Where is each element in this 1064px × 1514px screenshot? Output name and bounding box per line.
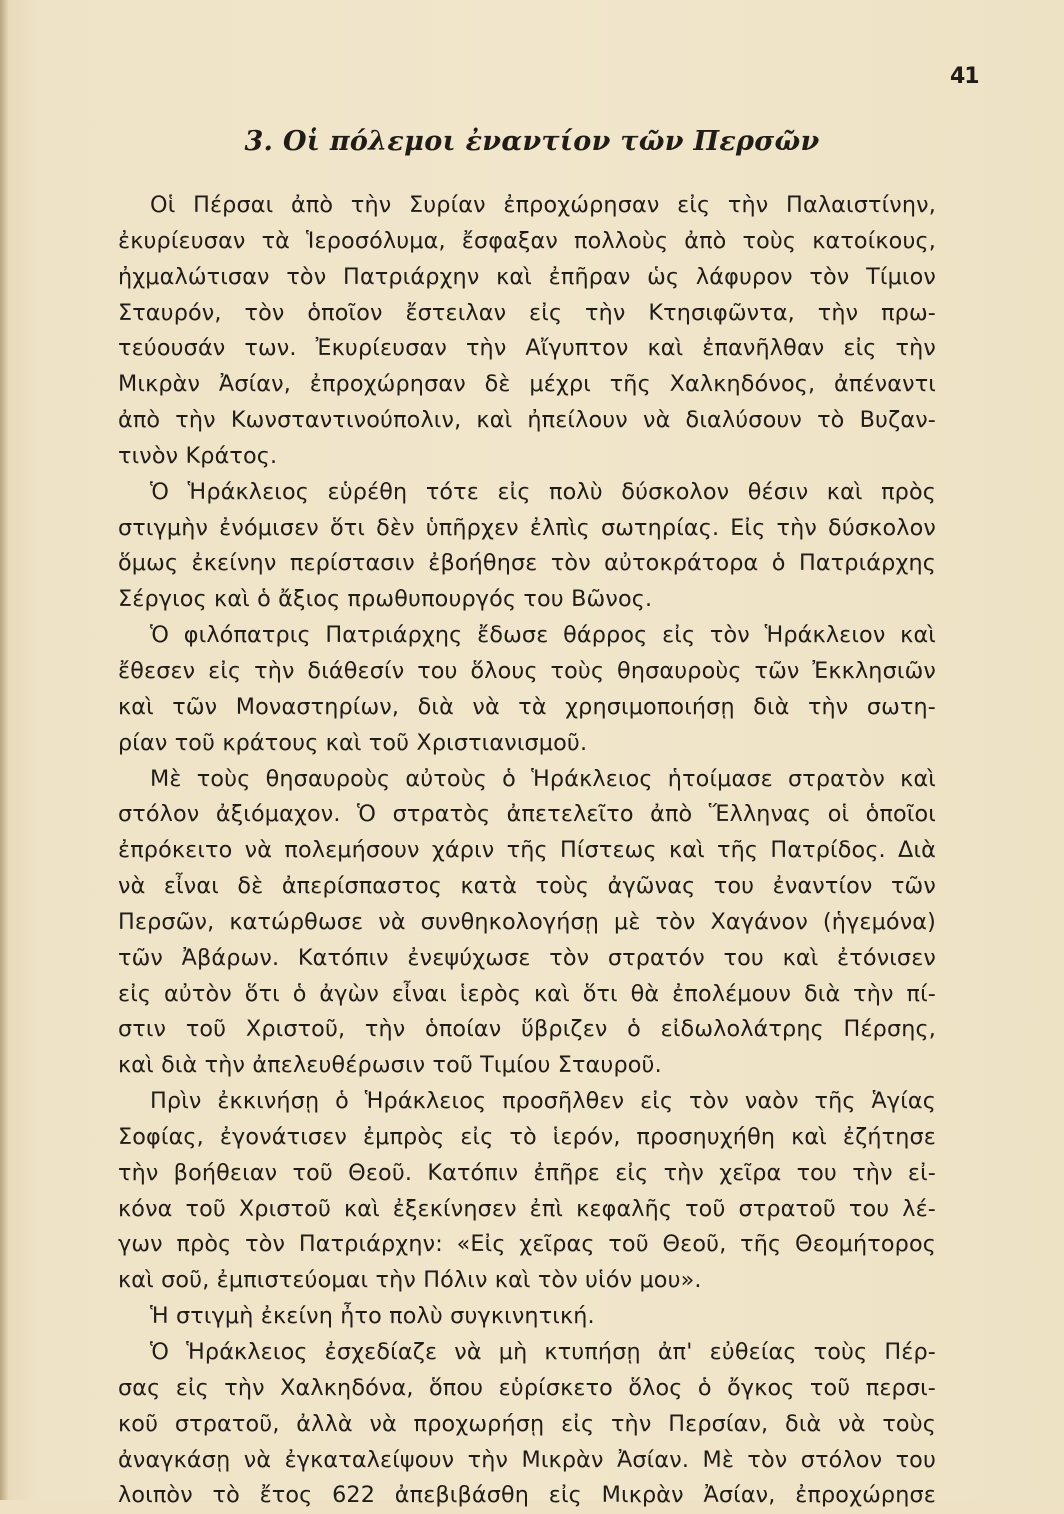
text-line: τεύουσάν των. Ἐκυρίευσαν τὴν Αἴγυπτον καὶ ἐπανῆλθαν εἰς τὴν (118, 335, 936, 362)
text-line: στιγμὴν ἐνόμισεν ὅτι δὲν ὑπῆρχεν ἐλπὶς σωτηρίας. Εἰς τὴν δύσκολον (118, 514, 936, 541)
text-line: τὴν βοήθειαν τοῦ Θεοῦ. Κατόπιν ἐπῆρε εἰς τὴν χεῖρα του τὴν εἰ- (118, 1159, 936, 1186)
text-line: Σέργιος καὶ ὁ ἄξιος πρωθυπουργός του Βῶνος. (118, 586, 653, 613)
text-line: Ὁ Ἡράκλειος ἐσχεδίαζε νὰ μὴ κτυπήσῃ ἀπ' εὐθείας τοὺς Πέρ- (150, 1339, 936, 1365)
text-line: Μικρὰν Ἀσίαν, ἐπροχώρησαν δὲ μέχρι τῆς Χαλκηδόνος, ἀπέναντι (118, 371, 936, 398)
page-spine-shadow (0, 0, 8, 1500)
text-line: στιν τοῦ Χριστοῦ, τὴν ὁποίαν ὕβριζεν ὁ εἰδωλολάτρης Πέρσης, (118, 1016, 936, 1043)
text-line: Σταυρόν, τὸν ὁποῖον ἔστειλαν εἰς τὴν Κτησιφῶντα, τὴν πρω- (118, 299, 936, 326)
text-line: Σοφίας, ἐγονάτισεν ἐμπρὸς εἰς τὸ ἱερόν, προσηυχήθη καὶ ἐζήτησε (118, 1123, 936, 1150)
text-line: λοιπὸν τὸ ἔτος 622 ἀπεβιβάσθη εἰς Μικρὰν Ἀσίαν, ἐπροχώρησε (118, 1482, 936, 1509)
text-line: ρίαν τοῦ κράτους καὶ τοῦ Χριστιανισμοῦ. (118, 729, 588, 756)
text-line: Οἱ Πέρσαι ἀπὸ τὴν Συρίαν ἐπροχώρησαν εἰς τὴν Παλαιστίνην, (150, 192, 936, 218)
chapter-heading: 3. Οἱ πόλεμοι ἐναντίον τῶν Περσῶν (244, 126, 820, 157)
text-line: Πρὶν ἐκκινήσῃ ὁ Ἡράκλειος προσῆλθεν εἰς τὸν ναὸν τῆς Ἁγίας (150, 1088, 936, 1115)
text-line: κόνα τοῦ Χριστοῦ καὶ ἐξεκίνησεν ἐπὶ κεφαλῆς τοῦ στρατοῦ του λέ- (118, 1195, 936, 1222)
text-line: γων πρὸς τὸν Πατριάρχην: «Εἰς χεῖρας τοῦ Θεοῦ, τῆς Θεομήτορος (118, 1231, 936, 1258)
text-line: ἠχμαλώτισαν τὸν Πατριάρχην καὶ ἐπῆραν ὡς λάφυρον τὸν Τίμιον (118, 263, 936, 290)
text-line: στόλον ἀξιόμαχον. Ὁ στρατὸς ἀπετελεῖτο ἀπὸ Ἕλληνας οἱ ὁποῖοι (118, 801, 936, 828)
text-line: καὶ τῶν Μοναστηρίων, διὰ νὰ τὰ χρησιμοποιήσῃ διὰ τὴν σωτη- (118, 693, 936, 720)
text-line: σας εἰς τὴν Χαλκηδόνα, ὅπου εὑρίσκετο ὅλος ὁ ὄγκος τοῦ περσι- (118, 1374, 936, 1401)
body-text (118, 188, 936, 1514)
text-line: τῶν Ἀβάρων. Κατόπιν ἐνεψύχωσε τὸν στρατόν του καὶ ἐτόνισεν (118, 944, 936, 971)
text-line: Ἡ στιγμὴ ἐκείνη ἦτο πολὺ συγκινητική. (150, 1303, 595, 1330)
text-line: ἐκυρίευσαν τὰ Ἱεροσόλυμα, ἔσφαξαν πολλοὺς ἀπὸ τοὺς κατοίκους, (118, 227, 936, 254)
text-line: τινὸν Κράτος. (118, 442, 278, 469)
text-line: νὰ εἶναι δὲ ἀπερίσπαστος κατὰ τοὺς ἀγῶνας του ἐναντίον τῶν (118, 873, 936, 900)
text-line: ὅμως ἐκείνην περίστασιν ἐβοήθησε τὸν αὐτοκράτορα ὁ Πατριάρχης (118, 550, 936, 577)
text-line: ἐπρόκειτο νὰ πολεμήσουν χάριν τῆς Πίστεως καὶ τῆς Πατρίδος. Διὰ (118, 837, 936, 864)
text-line: ἀναγκάσῃ νὰ ἐγκαταλείψουν τὴν Μικρὰν Ἀσίαν. Μὲ τὸν στόλον του (118, 1446, 936, 1473)
text-line: Μὲ τοὺς θησαυροὺς αὐτοὺς ὁ Ἡράκλειος ἡτοίμασε στρατὸν καὶ (150, 765, 936, 792)
page-number: 41 (950, 64, 979, 89)
text-line: Ὁ φιλόπατρις Πατριάρχης ἔδωσε θάρρος εἰς τὸν Ἡράκλειον καὶ (150, 622, 936, 649)
text-line: κοῦ στρατοῦ, ἀλλὰ νὰ προχωρήσῃ εἰς τὴν Περσίαν, διὰ νὰ τοὺς (118, 1410, 936, 1437)
text-line: ἀπὸ τὴν Κωνσταντινούπολιν, καὶ ἠπείλουν νὰ διαλύσουν τὸ Βυζαν- (118, 407, 936, 434)
text-line: Ὁ Ἡράκλειος εὑρέθη τότε εἰς πολὺ δύσκολον θέσιν καὶ πρὸς (150, 478, 936, 505)
text-line: Περσῶν, κατώρθωσε νὰ συνθηκολογήσῃ μὲ τὸν Χαγάνον (ἡγεμόνα) (118, 908, 936, 935)
text-line: καὶ διὰ τὴν ἀπελευθέρωσιν τοῦ Τιμίου Σταυροῦ. (118, 1052, 662, 1079)
text-line: ἔθεσεν εἰς τὴν διάθεσίν του ὅλους τοὺς θησαυροὺς τῶν Ἐκκλησιῶν (118, 657, 936, 684)
text-line: εἰς αὐτὸν ὅτι ὁ ἀγὼν εἶναι ἱερὸς καὶ ὅτι θὰ ἐπολέμουν διὰ τὴν πί- (118, 980, 936, 1007)
text-line: καὶ σοῦ, ἐμπιστεύομαι τὴν Πόλιν καὶ τὸν υἱόν μου». (118, 1267, 702, 1294)
